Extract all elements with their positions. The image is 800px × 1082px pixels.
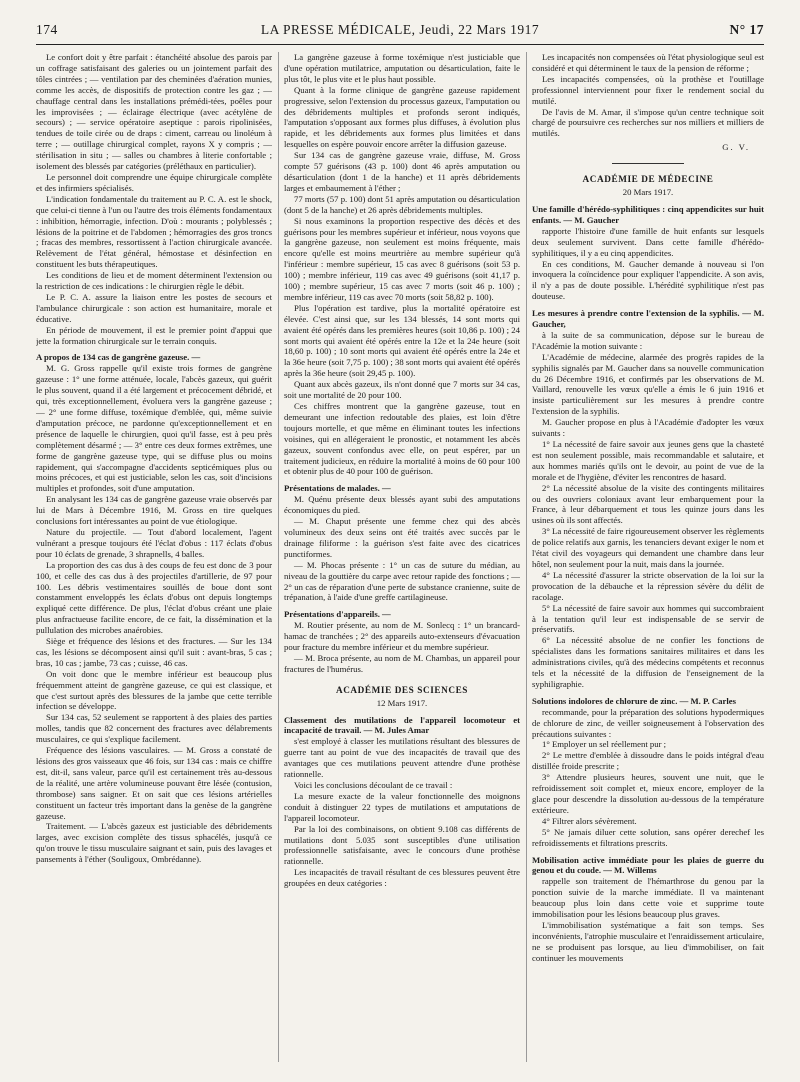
article-heading: Une famille d'hérédo-syphilitiques : cinq appendicites sur huit enfants. — M. Gaucher xyxy=(532,203,764,225)
paragraph: 77 morts (57 p. 100) dont 51 après amputation ou désarticulation (dont 5 de la hanche) et 26 après débridements multiples. xyxy=(284,193,520,215)
paragraph: Voici les conclusions découlant de ce travail : xyxy=(294,780,453,790)
paragraph: La mesure exacte de la valeur fonctionnelle des moignons conduit à distinguer 22 types de mutilations et amputations de l'appareil locomoteur. xyxy=(284,790,520,823)
paragraph: 3° Attendre plusieurs heures, souvent une nuit, que le refroidissement soit complet et, mieux encore, employer de la glace pour descendre la dissolution au-dessous de la température extérieure. xyxy=(532,772,764,815)
article-heading: Les mesures à prendre contre l'extension de la syphilis. — M. Gaucher, xyxy=(532,308,764,330)
paragraph: Quant à la forme clinique de gangrène gazeuse rapidement progressive, selon l'extension du processus gazeux, l'amputation ou des débridements multiples et profonds seront indiqués, l'amputation s'opposant aux formes plus diffuses, à évolution plus rapide, et les débridements aux formes plus limitées et dans lesquelles on espère pouvoir encore arrêter la diffusion gazeuse. xyxy=(284,84,520,150)
section-title: ACADÉMIE DES SCIENCES xyxy=(335,684,469,695)
paragraph: Les incapacités non compensées où l'état physiologique seul est considéré et qui déterminent le taux de la pension de réforme ; xyxy=(532,52,764,73)
paragraph: à la suite de sa communication, dépose sur le bureau de l'Académie la motion suivante : xyxy=(532,329,764,351)
paragraph: recommande, pour la préparation des solutions hypodermiques de chlorure de zinc, de veiller soigneusement à l'observation des précautions suivantes : xyxy=(532,706,764,739)
paragraph: Sur 134 cas, 52 seulement se rapportent à des plaies des parties molles, tandis que 82 concernent des fractures avec délabrements musculaires, ce qui s'explique facilement. xyxy=(36,712,272,745)
paragraph: rapporte l'histoire d'une famille de huit enfants sur lesquels deux seulement survivent. Dans cette famille d'hérédo-syphilitiques, il y a eu cinq appendicites. xyxy=(532,225,764,258)
article-heading: Présentations d'appareils. — xyxy=(284,609,391,620)
paragraph: Les conditions de lieu et de moment déterminent l'extension ou la restriction de ces indications : le chirurgien règle le débit. xyxy=(36,270,272,292)
paragraph: Le P. C. A. assure la liaison entre les postes de secours et l'ambulance chirurgicale : son action est humanitaire, morale et éducative. xyxy=(36,291,272,324)
page-header xyxy=(36,18,764,45)
paragraph: De l'avis de M. Amar, il s'impose qu'un centre technique soit chargé de poursuivre ces recherches sur nos milliers et milliers de mutilés. xyxy=(532,106,764,139)
paragraph: La proportion des cas dus à des coups de feu est donc de 3 pour 100, et celle des cas dus à des projectiles d'artillerie, de 97 pour 100. Les débris vestimentaires souillés de boue dont sont constamment enveloppés les éclats d'obus ont depuis longtemps expliqué cette différence. De plus, l'éclat d'obus créant une plaie plus anfractueuse facilite encore, de ce fait, la dissémination et la pullulation des microbes anaérobies. xyxy=(36,559,272,636)
paragraph: Plus l'opération est tardive, plus la mortalité opératoire est élevée. C'est ainsi que, sur les 134 blessés, 14 sont morts qui avaient été opérés dans les premières heures (soit 10,86 p. 100) ; 24 sont morts qui avaient été opérés entre la 12e et la 24e heure (soit 18,60 p. 100) ; 10 sont morts qui avaient été opérés entre la 24e et la 36e heure (soit 7,75 p. 100) ; 38 sont morts qui avaient été opérés après la 36e heure (soit 29,45 p. 100). xyxy=(284,302,520,379)
paragraph: s'est employé à classer les mutilations résultant des blessures de guerre tant au point de vue des incapacités de travail que des avantages que ces mutilations peuvent attendre d'une prothèse rationnelle. xyxy=(284,736,520,780)
paragraph: 5° Ne jamais diluer cette solution, sans opérer derechef les refroidissements et filtrations prescrits. xyxy=(532,826,764,848)
paragraph: L'indication fondamentale du traitement au P. C. A. est le shock, que celui-ci tienne à l'un ou l'autre des trois éléments fondamentaux : inhibition, hémorragie, infection. D'où : mourants ; polyblessés ; lésions de la poitrine et de l'abdomen ; hémorragies des gros troncs ; fracas des membres, ressortissent à l'action chirurgicale avancée. Relèvement de l'état général, hémostase et désinfection en constituent les buts thérapeutiques. xyxy=(36,193,272,270)
paragraph: Si nous examinons la proportion respective des décès et des guérisons pour les membres supérieur et inférieur, nous voyons que la gangrène gazeuse, non seulement est moins fréquente, mais encore qu'elle est moins meurtrière au membre supérieur qu'à l'inférieur : membre supérieur, 15 cas avec 8 guérisons (soit 53 p. 100) ; membre inférieur, 119 cas avec 49 guérisons (soit 41,17 p. 100) ; membre supérieur, 15 cas avec 7 morts (soit 46 p. 100) ; membre inférieur, 119 cas avec 70 morts (soit 58,82 p. 100). xyxy=(284,215,520,302)
article-heading: Présentations de malades. — xyxy=(284,483,391,494)
paragraph: L'immobilisation systématique a fait son temps. Ses inconvénients, l'atrophie musculaire et l'enraidissement articulaire, ne se produisent pas lorsque, au lieu d'immobiliser, on fait continuer les mouvements xyxy=(532,919,764,963)
column-middle xyxy=(284,52,520,1072)
paragraph: Traitement. — L'abcès gazeux est justiciable des débridements larges, avec excision complète des tissus sphacélés, jusqu'à ce qu'on trouve le tissu musculaire saignant et sain, puis des lavages et pansements à l'éther (Souligoux, Ombrédanne). xyxy=(36,821,272,865)
journal-title: LA PRESSE MÉDICALE, Jeudi, 22 Mars 1917 xyxy=(260,22,540,37)
article-heading: Solutions indolores de chlorure de zinc. — M. P. Carles xyxy=(532,695,736,706)
paragraph: — M. Chaput présente une femme chez qui des abcès volumineux des deux seins ont été traités avec succès par le drainage filiforme : la guérison s'est faite avec des cicatrices punctiformes. xyxy=(284,516,520,559)
paragraph: Le confort doit y être parfait : étanchéité absolue des parois par un coffrage satisfaisant des galeries ou un jointement parfait des tôles cintrées ; — ventilation par des cheminées d'aération munies, comme les accès, de dispositifs de protection contre les gaz ; — chauffage central dans les installations prémédi-tées, poêles pour les improvisées ; — éclairage électrique (avec acétylène de secours) ; — service opératoire aseptique : parois ripolinisées, tendues de toile cirée ou de draps : ciment, carreau ou linoléum à terre ; — outillage chirurgical complet, rayons X y compris ; — stérilisation in situ ; — salles ou chambres à literie confortable ; isolement des blessés par catégories (préléthaux en particulier). xyxy=(36,52,272,172)
article-heading: A propos de 134 cas de gangrène gazeuse. — xyxy=(36,352,201,363)
paragraph: 4° Filtrer alors sévèrement. xyxy=(542,815,637,826)
paragraph: Ces chiffres montrent que la gangrène gazeuse, tout en demeurant une infection redoutable des plaies, est loin d'être toujours mortelle, et que même en éliminant toutes les infections voisines, qui en allégeraient le pronostic, et notamment les abcès gazeux, souvent confondus avec elle, on peut espérer, par un traitement judicieux, en réduire la mortalité à moins de 60 pour 100 et obtenir plus de 40 pour 100 de guérison. xyxy=(284,401,520,477)
paragraph: 2° La nécessité absolue de la visite des contingents militaires ou des ouvriers coloniaux avant leur embarquement pour la France, à leur débarquement et tous les quinze jours dans les usines où ils sont affectés. xyxy=(532,482,764,526)
issue-number: N° 17 xyxy=(729,22,764,37)
paragraph: Fréquence des lésions vasculaires. — M. Gross a constaté de lésions des gros vaisseaux que 46 fois, sur 134 cas : mais ce chiffre est, dit-il, sans valeur, parce qu'il est certainement très au-dessous de la réalité, une artère volumineuse pouvant être lésée (contusion, thrombose) sans saigner. Et on sait que ces lésions artérielles constituent un facteur très important dans la genèse de la gangrène gazeuse. xyxy=(36,745,272,821)
paragraph: Le personnel doit comprendre une équipe chirurgicale complète et des infirmiers spécialisés. xyxy=(36,171,272,193)
paragraph: M. G. Gross rappelle qu'il existe trois formes de gangrène gazeuse : 1° une forme atténuée, locale, l'abcès gazeux, qui guérit le plus souvent, quand il a été largement et précocement débridé, et qui, très exceptionnellement, évoluera vers la gangrène gazeuse ; — 2° une forme diffuse, toxémique d'emblée, qui, même suivie d'amputation précoce, ne pardonne qu'exceptionnellement et en présence de laquelle le chirurgien, quoi qu'il fasse, est à peu près complètement désarmé ; — 3° entre ces deux formes extrêmes, une forme de gangrène gazeuse type, qui se diffuse plus ou moins rapidement, qui s'accompagne d'accidents septicémiques plus ou moins précoces, et qui est justiciable, selon les cas, soit d'incisions multiples et profondes, soit d'une amputation. xyxy=(36,363,272,494)
paragraph: Nature du projectile. — Tout d'abord localement, l'agent vulnérant a presque toujours été l'éclat d'obus : 117 éclats d'obus pour 10 éclats de grenade, 3 shrapnells, 4 balles. xyxy=(36,526,272,559)
section-date: 20 Mars 1917. xyxy=(622,187,674,198)
paragraph: En analysant les 134 cas de gangrène gazeuse vraie observés par lui de Mars à Décembre 1916, M. Gross en tire quelques conclusions fort intéressantes au point de vue étiologique. xyxy=(36,494,272,527)
paragraph: Quant aux abcès gazeux, ils n'ont donné que 7 morts sur 34 cas, soit une mortalité de 20 pour 100. xyxy=(284,379,520,401)
paragraph: M. Quénu présente deux blessés ayant subi des amputations économiques du pied. xyxy=(284,494,520,516)
paragraph: Les incapacités de travail résultant de ces blessures peuvent être groupées en deux catégories : xyxy=(284,867,520,889)
paragraph: En période de mouvement, il est le premier point d'appui que jette la formation chirurgicale sur le terrain conquis. xyxy=(36,324,272,346)
paragraph: L'Académie de médecine, alarmée des progrès rapides de la syphilis signalés par M. Gaucher dans sa nouvelle communication du 26 Décembre 1916, et confirmés par les observations de M. Vaillard, renouvelle les vœux qu'elle a émis le 6 juin 1916 et insiste particulièrement sur les mesures à prendre contre l'extension de la syphilis. xyxy=(532,351,764,417)
paragraph: Les incapacités compensées, où la prothèse et l'outillage professionnel interviennent pour fixer le rendement social du mutilé. xyxy=(532,73,764,106)
paragraph: La gangrène gazeuse à forme toxémique n'est justiciable que d'une opération mutilatrice, amputation ou désarticulation, faite le plus tôt, le plus vite et le plus haut possible. xyxy=(284,52,520,84)
paragraph: Siège et fréquence des lésions et des fractures. — Sur les 134 cas, les lésions se décomposent ainsi qu'il suit : avant-bras, 5 cas ; bras, 10 cas ; jambe, 73 cas ; cuisse, 46 cas. xyxy=(36,636,272,668)
paragraph: Par la loi des combinaisons, on obtient 9.108 cas différents de mutilations dont 5.035 sont susceptibles d'une utilisation professionnelle satisfaisante, avec le concours d'une prothèse rationnelle. xyxy=(284,823,520,867)
paragraph: 4° La nécessité d'assurer la stricte observation de la loi sur la provocation de la débauche et la répression sévère du délit de racolage. xyxy=(532,569,764,602)
section-date: 12 Mars 1917. xyxy=(376,697,428,708)
column-right xyxy=(532,52,764,1072)
article-heading: Classement des mutilations de l'appareil locomoteur et incapacité de travail. — M. Jules Amar xyxy=(284,714,520,736)
paragraph: — M. Broca présente, au nom de M. Chambas, un appareil pour fractures de l'humérus. xyxy=(284,652,520,674)
article-heading: Mobilisation active immédiate pour les plaies de guerre du genou et du coude. — M. Willems xyxy=(532,854,764,876)
paragraph: 1° La nécessité de faire savoir aux jeunes gens que la chasteté est non seulement possible, mais recommandable et salutaire, et aux hommes mariés qu'ils ont le devoir, au point de vue de la morale et de l'hygiène, d'éviter les rencontres de hasard. xyxy=(532,439,764,482)
section-title: ACADÉMIE DE MÉDECINE xyxy=(582,174,714,185)
paragraph: En ces conditions, M. Gaucher demande à nouveau si l'on invoquera la coïncidence pour expliquer l'appendicite. A son avis, il n'y a pas de doute possible. L'hérédité syphilitique n'est pas douteuse. xyxy=(532,258,764,302)
separator-rule xyxy=(612,163,684,164)
page-number: 174 xyxy=(36,22,58,37)
column-left xyxy=(36,52,272,1072)
paragraph: 1° Employer un sel réellement pur ; xyxy=(542,739,667,750)
paragraph: M. Routier présente, au nom de M. Sonlecq : 1° un brancard-hamac de tranchées ; 2° des appareils auto-extenseurs d'évacuation pour fracture du membre inférieur et du membre supérieur. xyxy=(284,620,520,653)
paragraph: 3° La nécessité de faire rigoureusement observer les règlements de police relatifs aux garnis, les tenanciers devant exiger le nom et l'état civil des voyageurs qui demandent une chambre dans leur hôtel, non seulement pour la nuit, mais dans la journée. xyxy=(532,526,764,569)
paragraph: 5° La nécessité de faire savoir aux hommes qui succombraient à la tentation qu'il leur est indispensable de se servir de préservatifs. xyxy=(532,602,764,635)
paragraph: On voit donc que le membre inférieur est beaucoup plus fréquemment atteint de gangrène gazeuse, ce qui est classique, et que c'est surtout après des blessures de la jambe que cette terrible infection se développe. xyxy=(36,668,272,712)
author-signature: G. V. xyxy=(722,142,750,153)
paragraph: 6° La nécessité absolue de ne confier les fonctions de spécialistes dans les formations sanitaires militaires et dans les administrations civiles, qu'à des médecins compétents et reconnus tels et la nécessité de la diffusion de l'enseignement de la syphiligraphie. xyxy=(532,635,764,689)
paragraph: rappelle son traitement de l'hémarthrose du genou par la ponction suivie de la marche immédiate. Il va maintenant beaucoup plus loin dans cette voie et supprime toute immobilisation pour les lésions beaucoup plus graves. xyxy=(532,876,764,920)
paragraph: — M. Phocas présente : 1° un cas de suture du médian, au niveau de la gouttière du carpe avec retour rapide des fonctions ; — 2° un cas de réparation d'une perte de substance cranienne, suite de trépanation, à l'aide d'une greffe cartilagineuse. xyxy=(284,559,520,603)
column-divider xyxy=(278,52,279,1062)
paragraph: Sur 134 cas de gangrène gazeuse vraie, diffuse, M. Gross compte 57 guérisons (43 p. 100) dont 46 après amputation ou désarticulation (dont 1 de la hanche) et 11 après débridements larges et embaumement à l'éther ; xyxy=(284,150,520,193)
column-divider xyxy=(526,52,527,1062)
paragraph: 2° Le mettre d'emblée à dissoudre dans le poids intégral d'eau distillée froide prescrite ; xyxy=(532,750,764,772)
paragraph: M. Gaucher propose en plus à l'Académie d'adopter les vœux suivants : xyxy=(532,417,764,439)
